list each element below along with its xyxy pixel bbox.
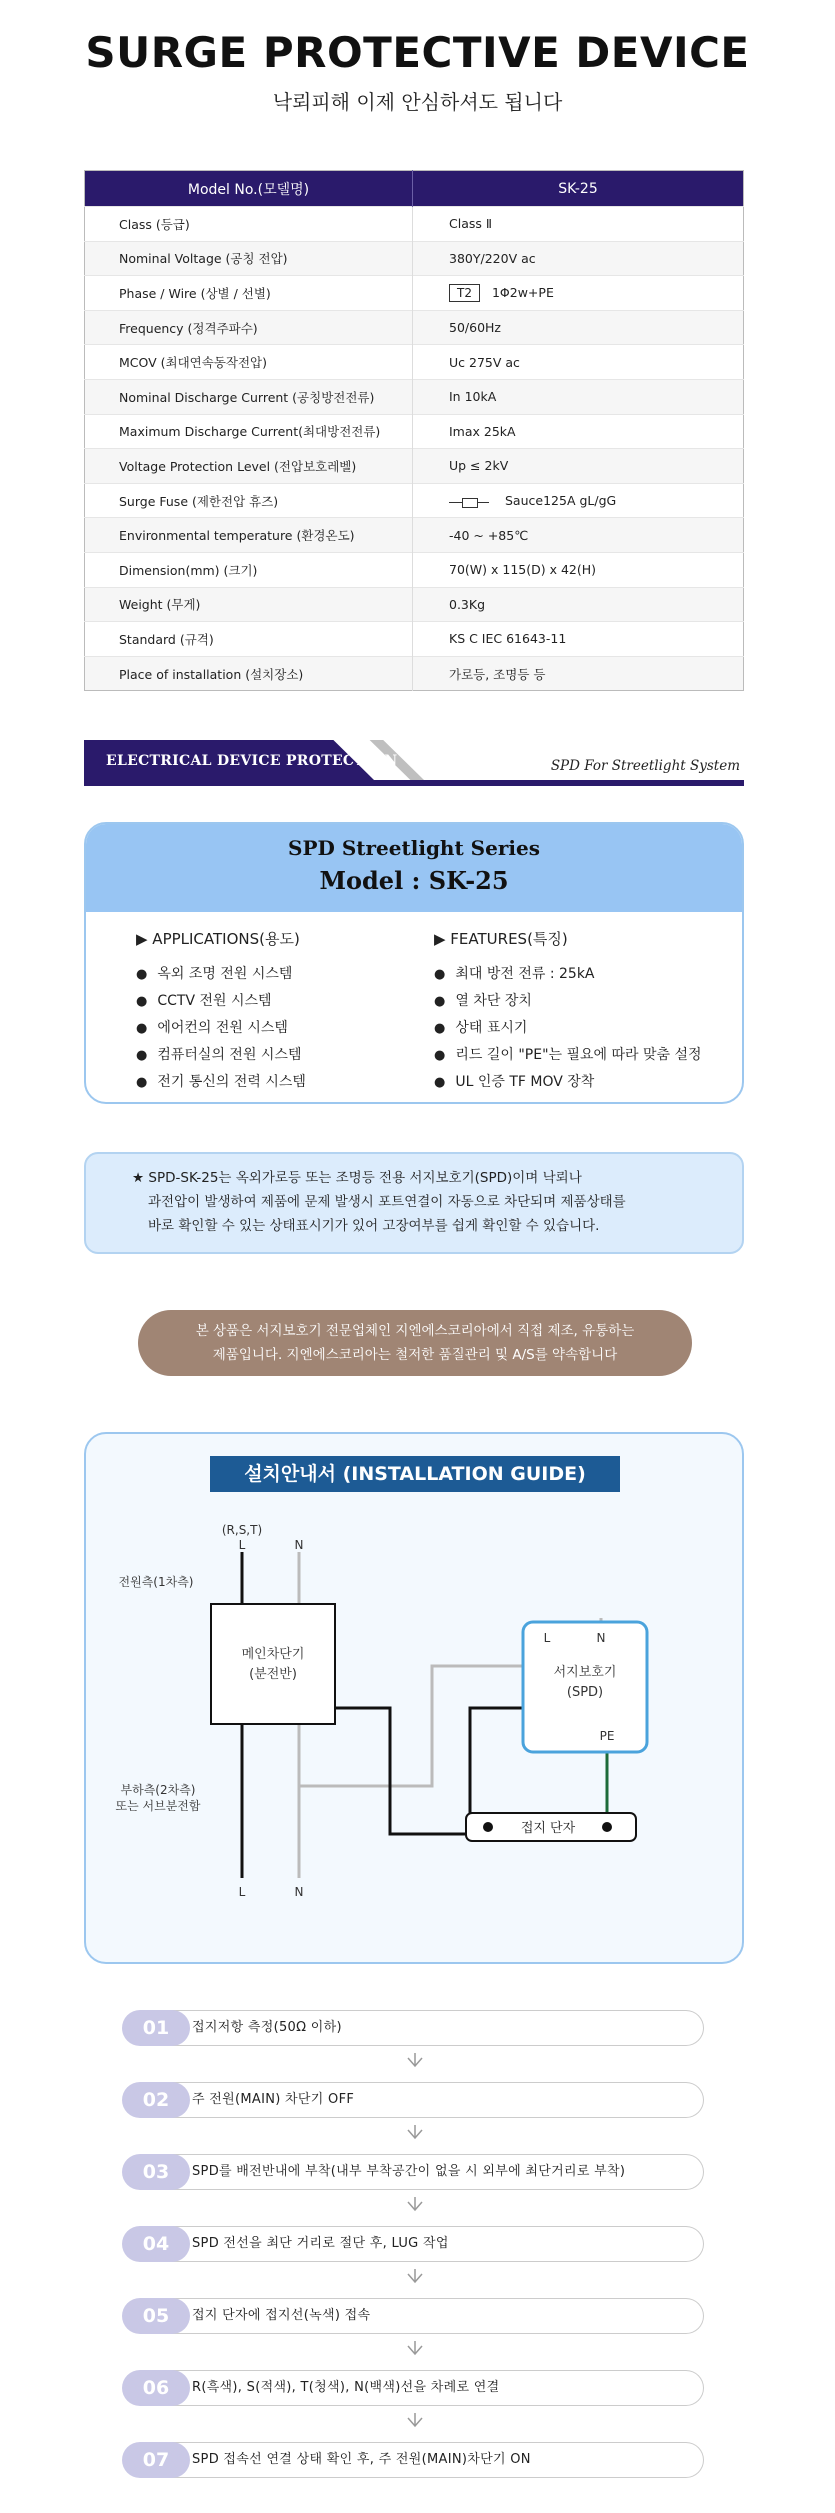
chevron-down-icon [405,2340,425,2360]
phase-value: 1Φ2w+PE [491,284,554,300]
load-side-label: 부하측(2차측) [120,1783,196,1797]
table-row [85,310,744,345]
breaker-label: 메인차단기 [241,1647,305,1662]
description-line: ★ SPD-SK-25는 옥외가로등 또는 조명등 전용 서지보호기(SPD)이며 낙뢰나 [132,1170,582,1186]
table-row [85,379,744,414]
manufacturer-notice [138,1310,692,1376]
step-number: 01 [122,2010,190,2046]
step-text: SPD 접속선 연결 상태 확인 후, 주 전원(MAIN)차단기 ON [192,2452,531,2467]
spec-value: 가로등, 조명등 등 [413,656,744,691]
banner-right-text: SPD For Streetlight System [550,758,740,774]
step-text: 접지저항 측정(50Ω 이하) [192,2020,342,2035]
list-item: ● 전기 통신의 전력 시스템 [136,1071,306,1098]
section-banner [84,740,744,786]
table-row [85,207,744,242]
step-text: R(흑색), S(적색), T(청색), N(백색)선을 차례로 연결 [192,2380,500,2395]
list-item: ● 열 차단 장치 [434,990,702,1017]
spec-key: MCOV (최대연속동작전압) [85,345,413,380]
series-model: Model : SK-25 [319,866,509,895]
spec-key: Environmental temperature (환경온도) [85,518,413,553]
l-bottom-label: L [238,1885,246,1899]
step-text: SPD 전선을 최단 거리로 절단 후, LUG 작업 [192,2236,449,2251]
table-row [85,656,744,691]
table-row [85,518,744,553]
page-subtitle: 낙뢰피해 이제 안심하셔도 됩니다 [272,90,563,114]
spd-sublabel: (SPD) [566,1685,604,1700]
spec-table-header [85,171,744,207]
source-side-label: 전원측(1차측) [118,1575,194,1589]
step-text: 접지 단자에 접지선(녹색) 접속 [192,2308,371,2323]
notice-line: 제품입니다. 지엔에스코리아는 철저한 품질관리 및 A/S를 약속합니다 [212,1347,618,1363]
install-step [122,2154,704,2190]
step-text: SPD를 배전반내에 부착(내부 부착공간이 없을 시 외부에 최단거리로 부착) [192,2164,626,2179]
banner-underline [84,780,744,786]
phase-badge: T2 [449,284,480,302]
breaker-sublabel: (분전반) [249,1667,297,1682]
table-row [85,276,744,311]
spec-value: Class Ⅱ [413,207,744,242]
applications-list [136,928,306,1098]
step-number: 07 [122,2442,190,2478]
description-line: 바로 확인할 수 있는 상태표시기가 있어 고장여부를 쉽게 확인할 수 있습니다. [148,1218,600,1234]
page-title: SURGE PROTECTIVE DEVICE [85,28,750,77]
spec-value: 70(W) x 115(D) x 42(H) [413,552,744,587]
install-step [122,2370,704,2406]
table-row [85,449,744,484]
spec-key: Phase / Wire (상별 / 선별) [85,276,413,311]
spec-key: Weight (무게) [85,587,413,622]
install-step [122,2298,704,2334]
series-box [84,822,744,1104]
list-item: ● 상태 표시기 [434,1017,702,1044]
table-row [85,241,744,276]
series-title: SPD Streetlight Series [288,836,540,860]
ground-dot-right [602,1822,612,1832]
series-header [86,824,742,912]
chevron-down-icon [405,2412,425,2432]
notice-line: 본 상품은 서지보호기 전문업체인 지엔에스코리아에서 직접 제조, 유통하는 [195,1323,635,1339]
features-heading: ▶ FEATURES(특징) [434,930,568,948]
description-box [84,1152,744,1254]
step-number: 03 [122,2154,190,2190]
main-breaker-box [211,1604,335,1724]
spec-value: -40 ~ +85℃ [413,518,744,553]
fuse-icon [449,497,489,507]
spec-value: 0.3Kg [413,587,744,622]
spd-label: 서지보호기 [553,1665,617,1680]
chevron-down-icon [405,2196,425,2216]
spec-key: Frequency (정격주파수) [85,310,413,345]
step-number: 04 [122,2226,190,2262]
spec-key: Surge Fuse (제한전압 휴즈) [85,483,413,518]
spec-value: KS C IEC 61643-11 [413,622,744,657]
list-item: ● UL 인증 TF MOV 장착 [434,1071,702,1098]
spec-value: 50/60Hz [413,310,744,345]
header-model-no: Model No.(모델명) [85,171,413,207]
spec-value [413,483,744,518]
spec-value: Imax 25kA [413,414,744,449]
install-step [122,2226,704,2262]
pe-label: PE [599,1729,615,1743]
table-row [85,414,744,449]
install-step [122,2082,704,2118]
install-step [122,2442,704,2478]
chevron-down-icon [405,2124,425,2144]
table-row [85,587,744,622]
n-bottom-label: N [294,1885,304,1899]
fuse-value: Sauce125A gL/gG [505,493,617,509]
list-item: ● CCTV 전원 시스템 [136,990,306,1017]
spec-value: Uc 275V ac [413,345,744,380]
spec-key: Dimension(mm) (크기) [85,552,413,587]
spec-value: Up ≤ 2kV [413,449,744,484]
description-line: 과전압이 발생하여 제품에 문제 발생시 포트연결이 자동으로 차단되며 제품상태를 [148,1194,626,1210]
banner-left-text: ELECTRICAL DEVICE PROTECTION [106,753,398,769]
applications-heading: ▶ APPLICATIONS(용도) [136,930,300,948]
ground-dot-left [483,1822,493,1832]
list-item: ● 옥외 조명 전원 시스템 [136,963,306,990]
n-top-label: N [294,1538,304,1552]
rst-label: (R,S,T) [221,1523,263,1537]
spec-table [84,170,744,691]
spec-key: Nominal Discharge Current (공칭방전전류) [85,379,413,414]
spd-l-label: L [543,1631,551,1645]
spec-key: Place of installation (설치장소) [85,656,413,691]
spec-value: 380Y/220V ac [413,241,744,276]
spec-key: Maximum Discharge Current(최대방전전류) [85,414,413,449]
step-number: 02 [122,2082,190,2118]
load-side-sublabel: 또는 서브분전함 [115,1799,201,1813]
chevron-down-icon [405,2268,425,2288]
table-row [85,552,744,587]
step-text: 주 전원(MAIN) 차단기 OFF [192,2092,355,2107]
list-item: ● 에어컨의 전원 시스템 [136,1017,306,1044]
ground-label: 접지 단자 [520,1821,576,1836]
l-top-label: L [238,1538,246,1552]
step-number: 05 [122,2298,190,2334]
table-row [85,622,744,657]
guide-title: 설치안내서 (INSTALLATION GUIDE) [210,1456,620,1492]
spec-value: In 10kA [413,379,744,414]
list-item: ● 리드 길이 "PE"는 필요에 따라 맞춤 설정 [434,1044,702,1071]
spec-key: Voltage Protection Level (전압보호레벨) [85,449,413,484]
spec-value [413,276,744,311]
list-item: ● 컴퓨터실의 전원 시스템 [136,1044,306,1071]
list-item: ● 최대 방전 전류 : 25kA [434,963,702,990]
wiring-diagram [86,1434,746,1966]
table-row [85,345,744,380]
table-row [85,483,744,518]
step-number: 06 [122,2370,190,2406]
chevron-down-icon [405,2052,425,2072]
spec-key: Class (등급) [85,207,413,242]
spec-key: Standard (규격) [85,622,413,657]
spec-key: Nominal Voltage (공칭 전압) [85,241,413,276]
install-step [122,2010,704,2046]
spd-n-label: N [596,1631,606,1645]
header-model-value: SK-25 [413,171,744,207]
installation-guide [84,1432,744,1964]
features-list [434,928,702,1098]
